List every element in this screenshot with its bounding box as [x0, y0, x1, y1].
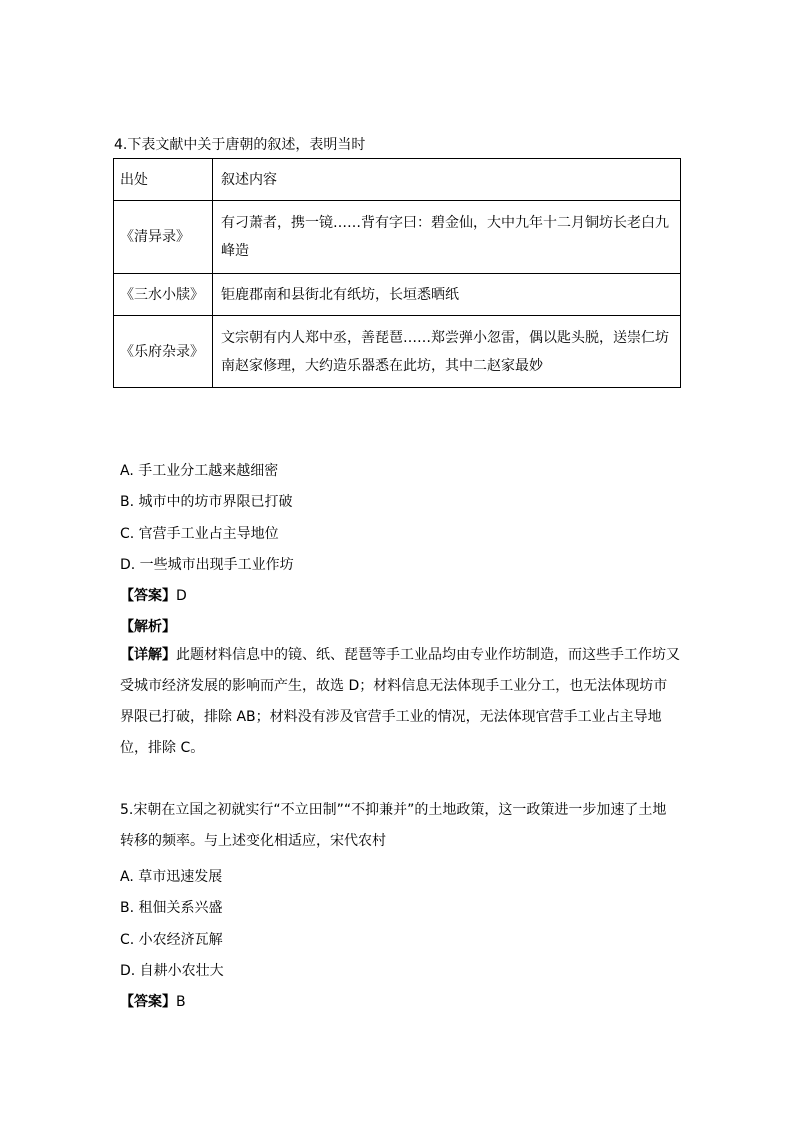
detail-label: 【详解】 — [120, 647, 176, 663]
detail-text: 此题材料信息中的镜、纸、琵琶等手工业品均由专业作坊制造，而这些手工作坊又受城市经济发展的影响而产生，故选 D；材料信息无法体现手工业分工，也无法体现坊市界限已打破，排除 AB；材料没有涉及官营手工业的情况，无法体现官营手工业占主导地位，排除 C。 — [120, 647, 680, 756]
answer-label: 【答案】 — [120, 588, 176, 604]
option-c: C. 官营手工业占主导地位 — [120, 526, 279, 542]
table-row — [114, 274, 681, 316]
q5-answer-value: B — [176, 994, 186, 1010]
table-header-cell: 出处 — [114, 159, 213, 201]
table-header-cell: 叙述内容 — [213, 159, 681, 201]
option-a: A. 手工业分工越来越细密 — [120, 463, 279, 479]
analysis-label: 【解析】 — [120, 619, 176, 635]
table-cell-source: 《乐府杂录》 — [114, 316, 213, 388]
answer-value: D — [176, 588, 187, 604]
table-cell-content: 文宗朝有内人郑中丞，善琵琶……郑尝弹小忽雷，偶以匙头脱，送崇仁坊南赵家修理，大约造乐器悉在此坊，其中二赵家最妙 — [213, 316, 681, 388]
q5-option-b: B. 租佃关系兴盛 — [120, 900, 223, 916]
table-row — [114, 316, 681, 388]
table-row — [114, 201, 681, 274]
detail-paragraph — [120, 640, 680, 764]
q5-option-d: D. 自耕小农壮大 — [120, 963, 224, 979]
source-table — [113, 158, 681, 388]
q5-answer-label: 【答案】 — [120, 994, 176, 1010]
q5-option-a: A. 草市迅速发展 — [120, 869, 223, 885]
table-cell-content: 钜鹿郡南和县街北有纸坊，长垣悉晒纸 — [213, 274, 681, 316]
q5-answer-line — [120, 991, 186, 1011]
q5-option-c: C. 小农经济瓦解 — [120, 932, 223, 948]
question-4-stem: 4.下表文献中关于唐朝的叙述，表明当时 — [114, 137, 366, 153]
question-5-stem: 5.宋朝在立国之初就实行“不立田制”“不抑兼并”的土地政策，这一政策进一步加速了土地转移的频率。与上述变化相适应，宋代农村 — [120, 802, 667, 849]
answer-line — [120, 585, 187, 605]
table-cell-source: 《三水小牍》 — [114, 274, 213, 316]
table-header-row — [114, 159, 681, 201]
option-b: B. 城市中的坊市界限已打破 — [120, 494, 293, 510]
table-cell-source: 《清异录》 — [114, 201, 213, 274]
table-cell-content: 有刁萧者，携一镜……背有字曰：碧金仙，大中九年十二月铜坊长老白九峰造 — [213, 201, 681, 274]
option-d: D. 一些城市出现手工业作坊 — [120, 557, 294, 573]
